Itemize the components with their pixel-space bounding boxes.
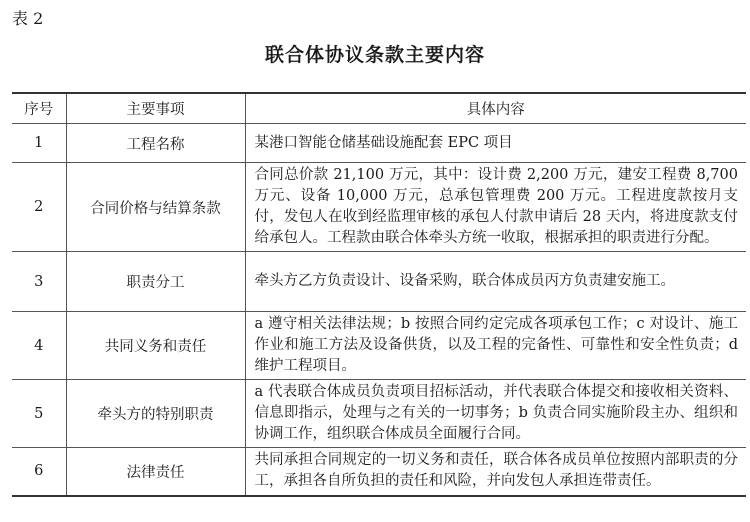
table-title: 联合体协议条款主要内容 xyxy=(264,44,485,66)
row-content: a 代表联合体成员负责项目招标活动，并代表联合体提交和接收相关资料、信息即指示，处理与之有关的一切事务；b 负责合同实施阶段主办、组织和协调工作，组织联合体成员全面履行合同。 xyxy=(245,380,746,448)
header-content: 具体内容 xyxy=(245,93,746,124)
row-content: 共同承担合同规定的一切义务和责任，联合体各成员单位按照内部职责的分工，承担各自所负担的责任和风险，并向发包人承担连带责任。 xyxy=(245,448,746,496)
header-item: 主要事项 xyxy=(66,93,245,124)
table-number: 表 2 xyxy=(12,9,44,28)
table-header-row xyxy=(12,93,746,124)
terms-table xyxy=(12,92,746,497)
table-row xyxy=(12,380,746,448)
row-content: a 遵守相关法律法规；b 按照合同约定完成各项承包工作；c 对设计、施工作业和施工方法及设备供货，以及工程的完备性、可靠性和安全性负责；d 维护工程项目。 xyxy=(245,312,746,380)
row-item: 共同义务和责任 xyxy=(66,312,245,380)
row-index: 6 xyxy=(12,448,66,496)
row-index: 3 xyxy=(12,252,66,312)
row-item: 职责分工 xyxy=(66,252,245,312)
table-row xyxy=(12,312,746,380)
header-index: 序号 xyxy=(12,93,66,124)
row-item: 合同价格与结算条款 xyxy=(66,163,245,252)
table-row xyxy=(12,124,746,163)
row-item: 牵头方的特别职责 xyxy=(66,380,245,448)
table-row xyxy=(12,163,746,252)
row-item: 法律责任 xyxy=(66,448,245,496)
row-content: 某港口智能仓储基础设施配套 EPC 项目 xyxy=(245,124,746,163)
row-index: 5 xyxy=(12,380,66,448)
row-content: 合同总价款 21,100 万元，其中：设计费 2,200 万元，建安工程费 8,700 万元、设备 10,000 万元，总承包管理费 200 万元。工程进度款按月支付，发包人在收到经监理审核的承包人付款申请后 28 天内，将进度款支付给承包人。工程款由联合体牵头方统一收取，根据承担的职责进行分配。 xyxy=(245,163,746,252)
row-index: 1 xyxy=(12,124,66,163)
table-row xyxy=(12,252,746,312)
row-index: 2 xyxy=(12,163,66,252)
row-item: 工程名称 xyxy=(66,124,245,163)
row-content: 牵头方乙方负责设计、设备采购，联合体成员丙方负责建安施工。 xyxy=(245,252,746,312)
table-row xyxy=(12,448,746,496)
row-index: 4 xyxy=(12,312,66,380)
